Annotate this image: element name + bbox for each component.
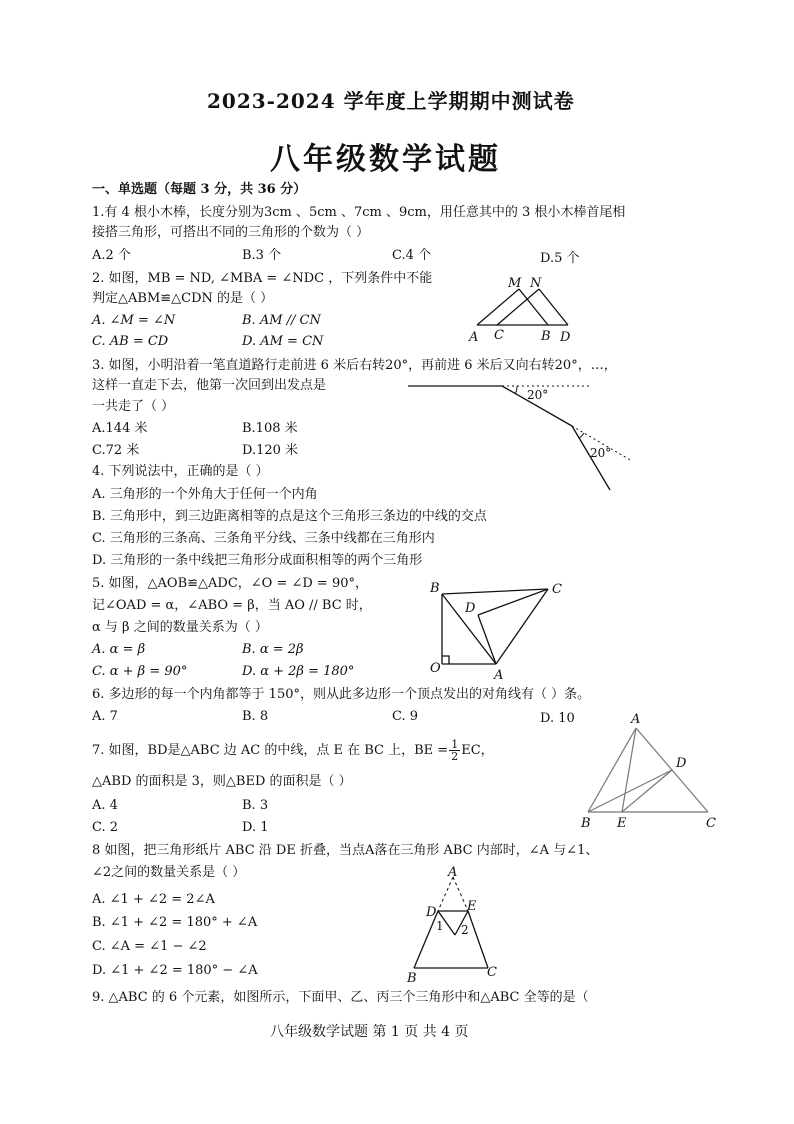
q8-line2: ∠2之间的数量关系是（ ） bbox=[92, 865, 246, 880]
q3-line3: 一共走了（ ） bbox=[92, 399, 175, 414]
page-footer: 八年级数学试题 第 1 页 共 4 页 bbox=[270, 1024, 469, 1040]
q7-frac-num: 1 bbox=[451, 738, 459, 751]
q7-option-c: C. 2 bbox=[92, 820, 119, 835]
q3-angle-label-1: 20° bbox=[527, 388, 549, 402]
q6-line1: 6. 多边形的每一个内角都等于 150°，则从此多边形一个顶点发出的对角线有（ ）条。 bbox=[92, 687, 591, 702]
q5-label-d: D bbox=[465, 601, 476, 616]
q7-option-b: B. 3 bbox=[242, 798, 269, 813]
q7-label-a: A bbox=[631, 712, 641, 727]
q2-line2: 判定△ABM≌△CDN 的是（ ） bbox=[92, 291, 274, 306]
q3-option-c: C.72 米 bbox=[92, 443, 140, 458]
q5-line1: 5. 如图，△AOB≌△ADC，∠O = ∠D = 90°， bbox=[92, 576, 369, 591]
q8-label-1: 1 bbox=[436, 919, 444, 933]
q8-label-e: E bbox=[467, 899, 477, 914]
q1-line1: 1.有 4 根小木棒，长度分别为3cm 、5cm 、7cm 、9cm，用任意其中的 3 根小木棒首尾相 bbox=[92, 205, 626, 220]
q7-label-d: D bbox=[676, 756, 687, 771]
q2-option-b: B. AM // CN bbox=[242, 313, 321, 328]
q2-option-a: A. ∠M = ∠N bbox=[92, 313, 176, 328]
q8-label-d: D bbox=[426, 905, 437, 920]
q3-line2: 这样一直走下去，他第一次回到出发点是 bbox=[92, 378, 327, 393]
q8-line1: 8 如图，把三角形纸片 ABC 沿 DE 折叠，当点A落在三角形 ABC 内部时，∠A 与∠1、 bbox=[92, 843, 599, 858]
q8-option-a: A. ∠1 + ∠2 = 2∠A bbox=[92, 892, 215, 907]
q4-option-c: C. 三角形的三条高、三条角平分线、三条中线都在三角形内 bbox=[92, 531, 435, 546]
q3-option-a: A.144 米 bbox=[92, 421, 148, 436]
q2-label-a: A bbox=[469, 330, 479, 345]
q2-label-c: C bbox=[494, 328, 504, 343]
q2-option-c: C. AB = CD bbox=[92, 334, 169, 349]
q5-label-c: C bbox=[552, 582, 562, 597]
exam-title: 2023-2024 学年度上学期期中测试卷 bbox=[207, 89, 575, 113]
q7-option-d: D. 1 bbox=[242, 820, 269, 835]
q8-label-a: A bbox=[448, 865, 458, 880]
q7-line2: △ABD 的面积是 3，则△BED 的面积是（ ） bbox=[92, 774, 352, 789]
q1-option-a: A.2 个 bbox=[92, 248, 131, 263]
q2-label-m: M bbox=[508, 276, 522, 291]
q2-label-n: N bbox=[530, 276, 542, 291]
q7-option-a: A. 4 bbox=[92, 798, 118, 813]
q2-line1: 2. 如图，MB = ND, ∠MBA = ∠NDC ，下列条件中不能 bbox=[92, 271, 433, 286]
q5-option-a: A. α = β bbox=[92, 642, 146, 657]
q7-line1 bbox=[92, 738, 494, 764]
q8-label-2: 2 bbox=[461, 923, 469, 937]
q2-label-d: D bbox=[560, 330, 571, 345]
q7-label-e: E bbox=[617, 816, 627, 831]
q3-option-b: B.108 米 bbox=[242, 421, 298, 436]
q5-option-d: D. α + 2β = 180° bbox=[242, 664, 355, 679]
q7-frac-den: 2 bbox=[451, 750, 459, 763]
q6-option-a: A. 7 bbox=[92, 709, 118, 724]
q2-label-b: B bbox=[541, 329, 551, 344]
q7-text-b: EC， bbox=[461, 743, 494, 758]
q4-line1: 4. 下列说法中，正确的是（ ） bbox=[92, 464, 269, 479]
q5-option-b: B. α = 2β bbox=[242, 642, 304, 657]
q3-line1: 3. 如图，小明沿着一笔直道路行走前进 6 米后右转20°，再前进 6 米后又向右转20°，…， bbox=[92, 358, 617, 373]
q8-option-b: B. ∠1 + ∠2 = 180° + ∠A bbox=[92, 915, 258, 930]
q8-option-c: C. ∠A = ∠1 − ∠2 bbox=[92, 939, 207, 954]
q6-option-d: D. 10 bbox=[540, 711, 575, 726]
q9-line1: 9. △ABC 的 6 个元素，如图所示，下面甲、乙、丙三个三角形中和△ABC 全等的是（ bbox=[92, 990, 589, 1005]
q4-option-a: A. 三角形的一个外角大于任何一个内角 bbox=[92, 487, 318, 502]
q5-label-o: O bbox=[430, 661, 441, 676]
q5-line2: 记∠OAD = α，∠ABO = β，当 AO // BC 时， bbox=[92, 598, 372, 613]
q7-fraction bbox=[449, 739, 460, 762]
q8-option-d: D. ∠1 + ∠2 = 180° − ∠A bbox=[92, 963, 258, 978]
q1-line2: 接搭三角形，可搭出不同的三角形的个数为（ ） bbox=[92, 225, 370, 240]
q4-option-b: B. 三角形中，到三边距离相等的点是这个三角形三条边的中线的交点 bbox=[92, 509, 487, 524]
q3-option-d: D.120 米 bbox=[242, 443, 299, 458]
q5-option-c: C. α + β = 90° bbox=[92, 664, 188, 679]
q1-option-c: C.4 个 bbox=[392, 248, 432, 263]
q1-option-d: D.5 个 bbox=[540, 251, 580, 266]
q5-line3: α 与 β 之间的数量关系为（ ） bbox=[92, 620, 268, 635]
section-heading: 一、单选题（每题 3 分，共 36 分） bbox=[92, 182, 307, 197]
q7-label-c: C bbox=[706, 816, 716, 831]
q3-angle-label-2: 20° bbox=[590, 446, 612, 460]
q5-label-b: B bbox=[430, 581, 440, 596]
q7-label-b: B bbox=[581, 816, 591, 831]
q6-option-b: B. 8 bbox=[242, 709, 269, 724]
q5-label-a: A bbox=[494, 668, 504, 683]
q4-option-d: D. 三角形的一条中线把三角形分成面积相等的两个三角形 bbox=[92, 553, 423, 568]
q8-label-b: B bbox=[407, 971, 417, 986]
q6-option-c: C. 9 bbox=[392, 709, 419, 724]
q8-label-c: C bbox=[487, 965, 497, 980]
q2-option-d: D. AM = CN bbox=[242, 334, 324, 349]
page-title: 八年级数学试题 bbox=[270, 142, 501, 177]
q7-text-a: 7. 如图，BD是△ABC 边 AC 的中线，点 E 在 BC 上，BE = bbox=[92, 743, 449, 758]
q1-option-b: B.3 个 bbox=[242, 248, 282, 263]
